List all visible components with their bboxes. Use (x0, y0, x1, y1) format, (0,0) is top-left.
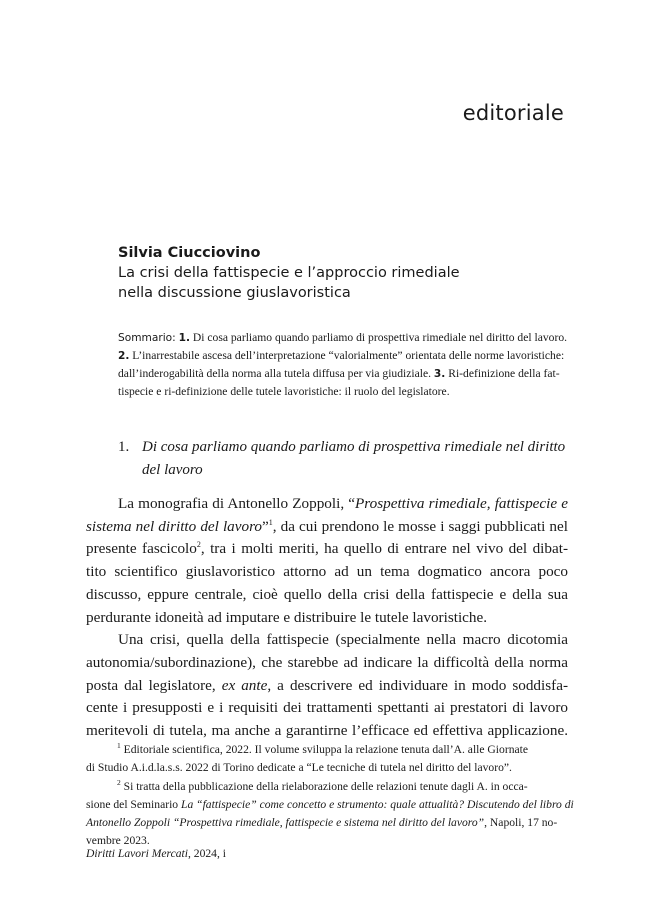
footnote-1-line (86, 741, 568, 759)
journal-name: Diritti Lavori Mercati (86, 847, 188, 860)
text-run: La monografia di Antonello Zoppoli, “ (118, 495, 355, 512)
text-run: posta dal legislatore, (86, 676, 222, 694)
italic-text: Prospettiva rimediale, fattispecie e (355, 495, 568, 512)
footnote-2-line (86, 814, 568, 832)
footnote-marker: 2 (117, 777, 121, 787)
text-run: ” (262, 517, 269, 535)
footnote-marker: 1 (117, 741, 121, 751)
italic-text: Antonello Zoppoli “Prospettiva rimediale, fattispecie e sistema nel diritto del lavoro” (86, 816, 485, 830)
journal-issue: , 2024, i (187, 847, 226, 860)
article-title-line-2: nella discussione giuslavoristica (118, 285, 351, 301)
author-name: Silvia Ciucciovino (118, 245, 261, 261)
footnote-2-line (86, 778, 568, 796)
text-run: presente fascicolo (86, 540, 197, 558)
paragraph-1 (86, 493, 568, 629)
footnote-text: Si tratta della pubblicazione della rielaborazione delle relazioni tenute dagli A. in occa- (120, 779, 528, 793)
text-line (86, 538, 568, 561)
footnote-text: Editoriale scientifica, 2022. Il volume sviluppa la relazione tenuta dall’A. alle Giornate (120, 743, 528, 756)
footnote-ref: 1 (268, 517, 273, 527)
running-footer (86, 847, 226, 860)
section-label: editoriale (462, 101, 564, 125)
summary-text: dall’inderogabilità della norma alla tutela diffusa per via giudiziale. (118, 367, 434, 380)
footnote-ref: 2 (196, 540, 201, 550)
summary-text: Ri-definizione della fat- (445, 367, 560, 380)
text-line: discusso, eppure centrale, cioè quello della crisi della fattispecie e della sua (86, 585, 568, 603)
text-line (86, 493, 568, 516)
text-run: , a descrivere ed individuare in modo soddisfa- (267, 676, 568, 694)
body-text (86, 493, 568, 743)
article-header (118, 243, 578, 303)
text-line: cente i presupposti e i requisiti dei trattamenti spettanti ai prestatori di lavoro (86, 699, 568, 717)
article-title-line-1: La crisi della fattispecie e l’approccio rimediale (118, 265, 460, 281)
paragraph-2 (86, 629, 568, 743)
italic-text: La “fattispecie” come concetto e strumento: quale attualità? Discutendo del libro di (181, 797, 574, 811)
summary-text: tispecie e ri-definizione delle tutele lavoristiche: il ruolo del legislatore. (118, 385, 450, 398)
summary-label: Sommario: (118, 332, 176, 344)
summary (118, 329, 568, 400)
text-line (86, 516, 568, 539)
text-line: autonomia/subordinazione), che starebbe ad indicare la difficoltà della norma (86, 653, 568, 671)
text-run: , da cui prendono le mosse i saggi pubblicati nel (272, 517, 568, 535)
summary-text: Di cosa parliamo quando parliamo di prospettiva rimediale nel diritto del lavoro. (190, 331, 568, 344)
text-line: tito scientifico giuslavoristico attorno ad un tema dogmatico ancora poco (86, 563, 568, 581)
italic-text: ex ante (221, 676, 268, 694)
footnotes (86, 741, 574, 851)
section-title: Di cosa parliamo quando parliamo di prospettiva rimediale nel diritto del lavoro (142, 439, 566, 478)
italic-text: sistema nel diritto del lavoro (86, 517, 263, 535)
footnote-2-line: vembre 2023. (86, 834, 150, 848)
text-line: Una crisi, quella della fattispecie (specialmente nella macro dicotomia (118, 631, 568, 649)
text-line (86, 675, 568, 698)
summary-text: L’inarrestabile ascesa dell’interpretazione “valorialmente” orientata delle norme lavoristiche: (129, 349, 565, 362)
section-heading (118, 436, 568, 482)
summary-item-number: 1. (178, 332, 190, 344)
text-line: meritevoli di tutela, ma anche a garantirne l’efficace ed effettiva applicazione. (86, 722, 568, 740)
footnote-text: sione del Seminario (86, 797, 181, 811)
text-run: , tra i molti meriti, ha quello di entrare nel vivo del dibat- (200, 540, 569, 558)
section-number: 1. (118, 439, 130, 455)
footnote-text: , Napoli, 17 no- (484, 816, 558, 830)
footnote-1-line: di Studio A.i.d.la.s.s. 2022 di Torino dedicate a “Le tecniche di tutela nel diritto del lavoro”. (86, 761, 512, 775)
summary-item-number: 2. (118, 350, 130, 362)
footnote-2-line (86, 796, 574, 814)
text-line: perdurante idoneità ad imputare e distribuire le tutele lavoristiche. (86, 608, 488, 626)
summary-item-number: 3. (433, 368, 446, 380)
